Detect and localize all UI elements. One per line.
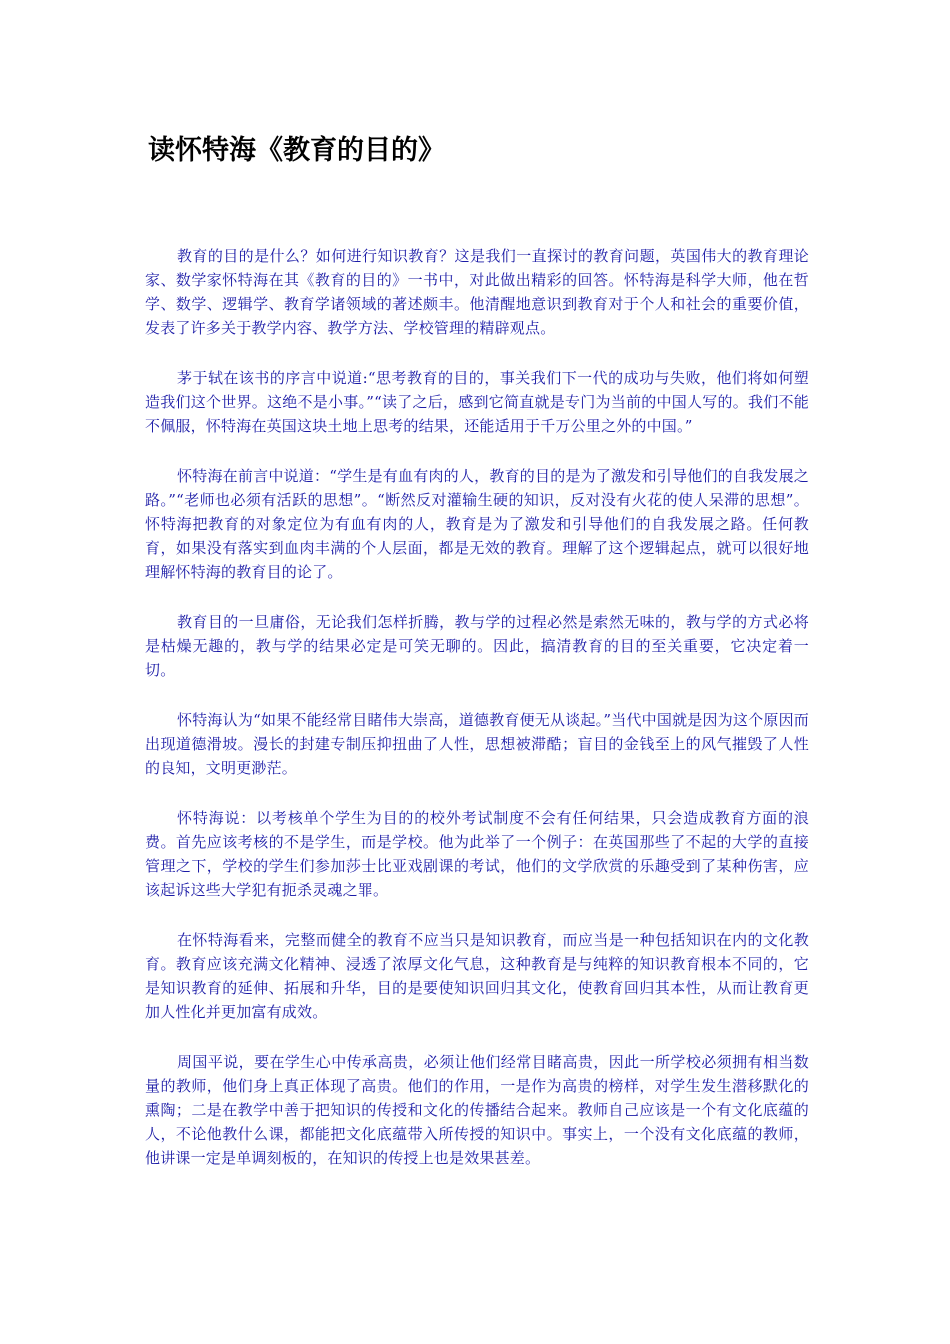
paragraph-3: 怀特海在前言中说道：“学生是有血有肉的人，教育的目的是为了激发和引导他们的自我发展之路。”“老师也必须有活跃的思想”。“断然反对灌输生硬的知识，反对没有火花的使人呆滞的思想”。怀特海把教育的对象定位为有血有肉的人，教育是为了激发和引导他们的自我发展之路。任何教育，如果没有落实到血肉丰满的个人层面，都是无效的教育。理解了这个逻辑起点，就可以很好地理解怀特海的教育目的论了。 xyxy=(145,467,809,581)
paragraph-4: 教育目的一旦庸俗，无论我们怎样折腾，教与学的过程必然是索然无味的，教与学的方式必将是枯燥无趣的，教与学的结果必定是可笑无聊的。因此，搞清教育的目的至关重要，它决定着一切。 xyxy=(145,613,809,679)
document-title: 读怀特海《教育的目的》 xyxy=(148,135,445,166)
paragraph-6: 怀特海说：以考核单个学生为目的的校外考试制度不会有任何结果，只会造成教育方面的浪费。首先应该考核的不是学生，而是学校。他为此举了一个例子：在英国那些了不起的大学的直接管理之下，学校的学生们参加莎士比亚戏剧课的考试，他们的文学欣赏的乐趣受到了某种伤害，应该起诉这些大学犯有扼杀灵魂之罪。 xyxy=(145,809,809,899)
paragraph-2: 茅于轼在该书的序言中说道:“思考教育的目的，事关我们下一代的成功与失败，他们将如何塑造我们这个世界。这绝不是小事。”“读了之后，感到它简直就是专门为当前的中国人写的。我们不能不佩服，怀特海在英国这块土地上思考的结果，还能适用于千万公里之外的中国。” xyxy=(145,369,809,435)
paragraph-7: 在怀特海看来，完整而健全的教育不应当只是知识教育，而应当是一种包括知识在内的文化教育。教育应该充满文化精神、浸透了浓厚文化气息，这种教育是与纯粹的知识教育根本不同的，它是知识教育的延伸、拓展和升华，目的是要使知识回归其文化，使教育回归其本性，从而让教育更加人性化并更加富有成效。 xyxy=(145,931,809,1021)
paragraph-5: 怀特海认为“如果不能经常目睹伟大崇高，道德教育便无从谈起。”当代中国就是因为这个原因而出现道德滑坡。漫长的封建专制压抑扭曲了人性，思想被滞酷；盲目的金钱至上的风气摧毁了人性的良知，文明更渺茫。 xyxy=(145,711,809,777)
document-body xyxy=(145,244,809,1196)
paragraph-8: 周国平说，要在学生心中传承高贵，必须让他们经常目睹高贵，因此一所学校必须拥有相当数量的教师，他们身上真正体现了高贵。他们的作用，一是作为高贵的榜样，对学生发生潜移默化的熏陶；二是在教学中善于把知识的传授和文化的传播结合起来。教师自己应该是一个有文化底蕴的人，不论他教什么课，都能把文化底蕴带入所传授的知识中。事实上，一个没有文化底蕴的教师，他讲课一定是单调刻板的，在知识的传授上也是效果甚差。 xyxy=(145,1053,809,1167)
paragraph-1: 教育的目的是什么？如何进行知识教育？这是我们一直探讨的教育问题，英国伟大的教育理论家、数学家怀特海在其《教育的目的》一书中，对此做出精彩的回答。怀特海是科学大师，他在哲学、数学、逻辑学、教育学诸领域的著述颇丰。他清醒地意识到教育对于个人和社会的重要价值，发表了许多关于教学内容、教学方法、学校管理的精辟观点。 xyxy=(145,247,809,337)
